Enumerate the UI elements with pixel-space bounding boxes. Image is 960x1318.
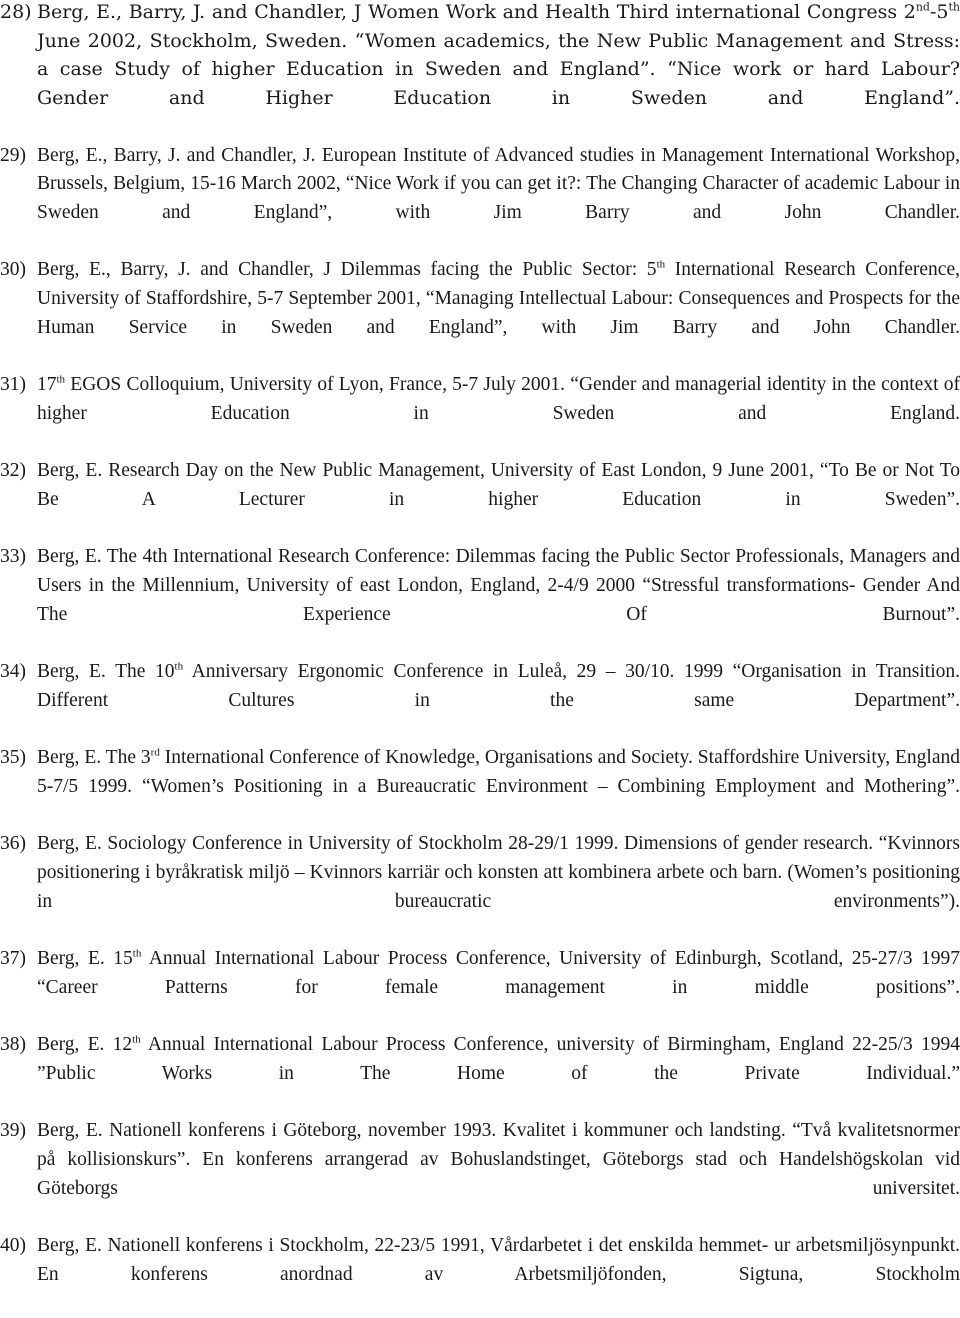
item-text: Berg, E. 12th Annual International Labour Process Conference, university of Birmingham, England 22-25/3 1994 ”Public Works in The Home of the Private Individual.”: [37, 1033, 960, 1085]
list-item: [0, 1031, 960, 1117]
list-item: [0, 830, 960, 945]
item-text: Berg, E. Nationell konferens i Göteborg, november 1993. Kvalitet i kommuner och landsting. “Två kvalitetsnormer på kollisionskurs”. En konferens arrangerad av Bohuslandstinget, Göteborgs stad och Handelshögskolan vid Göteborgs universitet.: [37, 1120, 960, 1199]
list-item: [0, 1117, 960, 1232]
item-number: 36): [0, 833, 26, 855]
item-text: Berg, E. Nationell konferens i Stockholm, 22-23/5 1991, Vårdarbetet i det enskilda hemmet- ur arbetsmiljösynpunkt. En konferens anordnad av Arbetsmiljöfonden, Sigtuna, Stockholm: [37, 1235, 960, 1285]
list-item: [0, 256, 960, 371]
list-item: [0, 457, 960, 543]
item-text: Berg, E. 15th Annual International Labour Process Conference, University of Edinburgh, Scotland, 25-27/3 1997 “Career Patterns for female management in middle positions”.: [37, 947, 960, 998]
list-item: [0, 543, 960, 658]
list-item: [0, 744, 960, 830]
item-number: 35): [0, 747, 26, 769]
item-text: Berg, E., Barry, J. and Chandler, J Women Work and Health Third international Congress 2nd-5th June 2002, Stockholm, Sweden. “Women academics, the New Public Management and Stress: a case Study of higher Education in Sweden and England”. “Nice work or hard Labour? Gender and Higher Education in Sweden and England”.: [37, 0, 960, 110]
list-item: [0, 142, 960, 257]
list-item: [0, 658, 960, 744]
item-number: 29): [0, 144, 26, 166]
list-item: [0, 371, 960, 457]
item-number: 39): [0, 1120, 26, 1142]
list-item: [0, 945, 960, 1031]
item-number: 28): [0, 1, 32, 23]
item-text: Berg, E. Research Day on the New Public Management, University of East London, 9 June 2001, “To Be or Not To Be A Lecturer in higher Education in Sweden”.: [37, 460, 960, 510]
item-text: Berg, E. The 4th International Research Conference: Dilemmas facing the Public Sector Professionals, Managers and Users in the Millennium, University of east London, England, 2-4/9 2000 “Stressful transformations- Gender And The Experience Of Burnout”.: [37, 546, 960, 625]
item-number: 32): [0, 460, 26, 482]
item-text: Berg, E., Barry, J. and Chandler, J Dilemmas facing the Public Sector: 5th International Research Conference, University of Staffordshire, 5-7 September 2001, “Managing Intellectual Labour: Consequences and Prospects for the Human Service in Sweden and England”, with Jim Barry and John Chandler.: [37, 258, 960, 338]
item-text: Berg, E. Sociology Conference in University of Stockholm 28-29/1 1999. Dimensions of gender research. “Kvinnors positionering i byråkratisk miljö – Kvinnors karriär och konsten att kombinera arbete och barn. (Women’s positioning in bureaucratic environments”).: [37, 833, 960, 912]
item-text: Berg, E. The 3rd International Conference of Knowledge, Organisations and Society. Staffordshire University, England 5-7/5 1999. “Women’s Positioning in a Bureaucratic Environment – Combining Employment and Mothering”.: [37, 746, 960, 797]
item-text: 17th EGOS Colloquium, University of Lyon, France, 5-7 July 2001. “Gender and managerial identity in the context of higher Education in Sweden and England.: [37, 373, 960, 424]
item-number: 31): [0, 374, 26, 396]
item-number: 30): [0, 259, 26, 281]
item-number: 37): [0, 948, 26, 970]
item-number: 40): [0, 1235, 26, 1257]
item-text: Berg, E., Barry, J. and Chandler, J. European Institute of Advanced studies in Management International Workshop, Brussels, Belgium, 15-16 March 2002, “Nice Work if you can get it?: The Changing Character of academic Labour in Sweden and England”, with Jim Barry and John Chandler.: [37, 144, 960, 223]
item-number: 38): [0, 1034, 26, 1056]
list-item: [0, 1232, 960, 1318]
item-number: 33): [0, 546, 26, 568]
item-text: Berg, E. The 10th Anniversary Ergonomic Conference in Luleå, 29 – 30/10. 1999 “Organisation in Transition. Different Cultures in the same Department”.: [37, 660, 960, 711]
list-item: [0, 0, 960, 142]
item-number: 34): [0, 661, 26, 683]
